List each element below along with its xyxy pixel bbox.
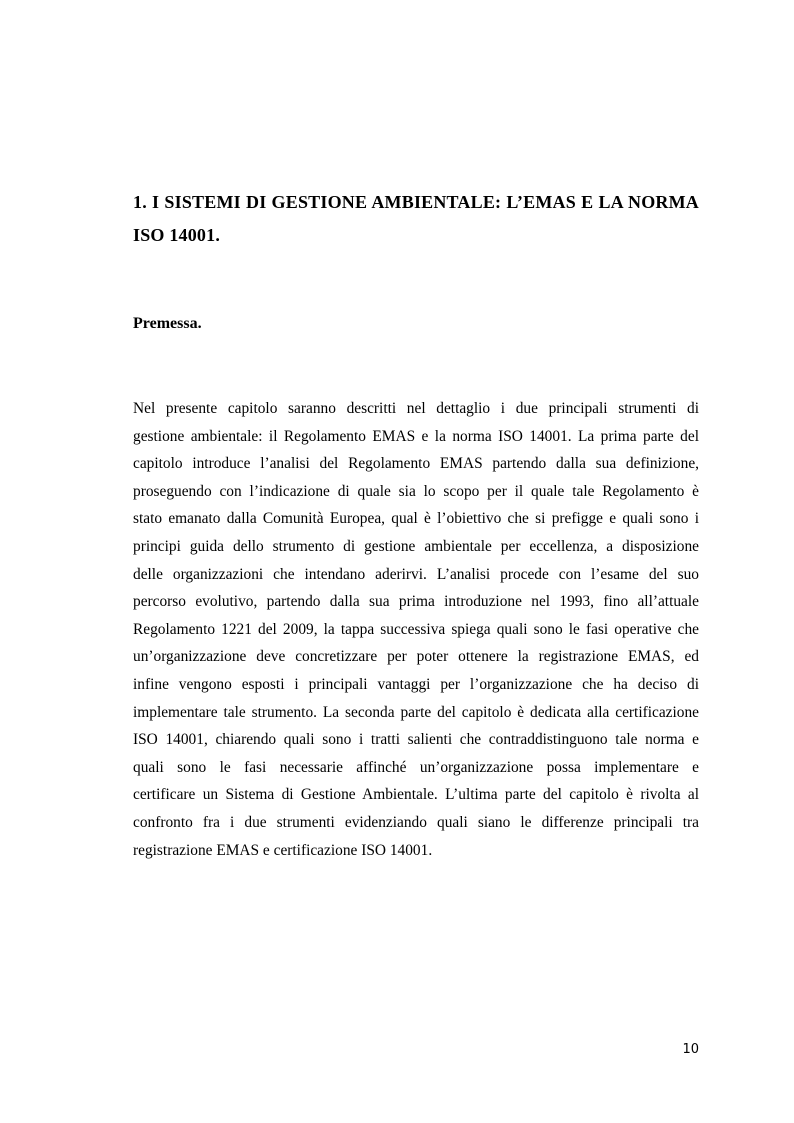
paragraph-line: Regolamento 1221 del 2009, la tappa successiva spiega quali sono le fasi operative che [133, 620, 699, 638]
paragraph-line: delle organizzazioni che intendano aderirvi. L’analisi procede con l’esame del suo [133, 565, 699, 583]
paragraph-line: infine vengono esposti i principali vantaggi per l’organizzazione che ha deciso di [133, 675, 699, 693]
paragraph-line: principi guida dello strumento di gestione ambientale per eccellenza, a disposizione [133, 537, 699, 555]
paragraph-line: certificare un Sistema di Gestione Ambientale. L’ultima parte del capitolo è rivolta al [133, 786, 699, 804]
paragraph-line: Nel presente capitolo saranno descritti nel dettaglio i due principali strumenti di [133, 400, 699, 417]
paragraph-line: registrazione EMAS e certificazione ISO 14001. [133, 841, 433, 859]
paragraph-line: confronto fra i due strumenti evidenziando quali siano le differenze principali tra [133, 813, 699, 831]
paragraph-line: stato emanato dalla Comunità Europea, qual è l’obiettivo che si prefigge e quali sono i [133, 510, 699, 528]
section-heading: Premessa. [133, 315, 202, 332]
page-number: 10 [682, 1042, 699, 1057]
paragraph-line: percorso evolutivo, partendo dalla sua prima introduzione nel 1993, fino all’attuale [133, 593, 699, 611]
paragraph-line: quali sono le fasi necessarie affinché un’organizzazione possa implementare e [133, 758, 699, 776]
paragraph-line: un’organizzazione deve concretizzare per poter ottenere la registrazione EMAS, ed [133, 648, 699, 666]
paragraph-line: ISO 14001, chiarendo quali sono i tratti salienti che contraddistinguono tale norma e [133, 731, 699, 749]
paragraph-line: proseguendo con l’indicazione di quale sia lo scopo per il quale tale Regolamento è [133, 482, 699, 500]
body-paragraph [133, 395, 699, 864]
paragraph-line: capitolo introduce l’analisi del Regolamento EMAS partendo dalla sua definizione, [133, 455, 699, 473]
paragraph-line: implementare tale strumento. La seconda parte del capitolo è dedicata alla certificazione [133, 703, 699, 721]
chapter-title: 1. I SISTEMI DI GESTIONE AMBIENTALE: L’EMAS E LA NORMA ISO 14001. [133, 192, 699, 245]
paragraph-line: gestione ambientale: il Regolamento EMAS e la norma ISO 14001. La prima parte del [133, 427, 699, 445]
